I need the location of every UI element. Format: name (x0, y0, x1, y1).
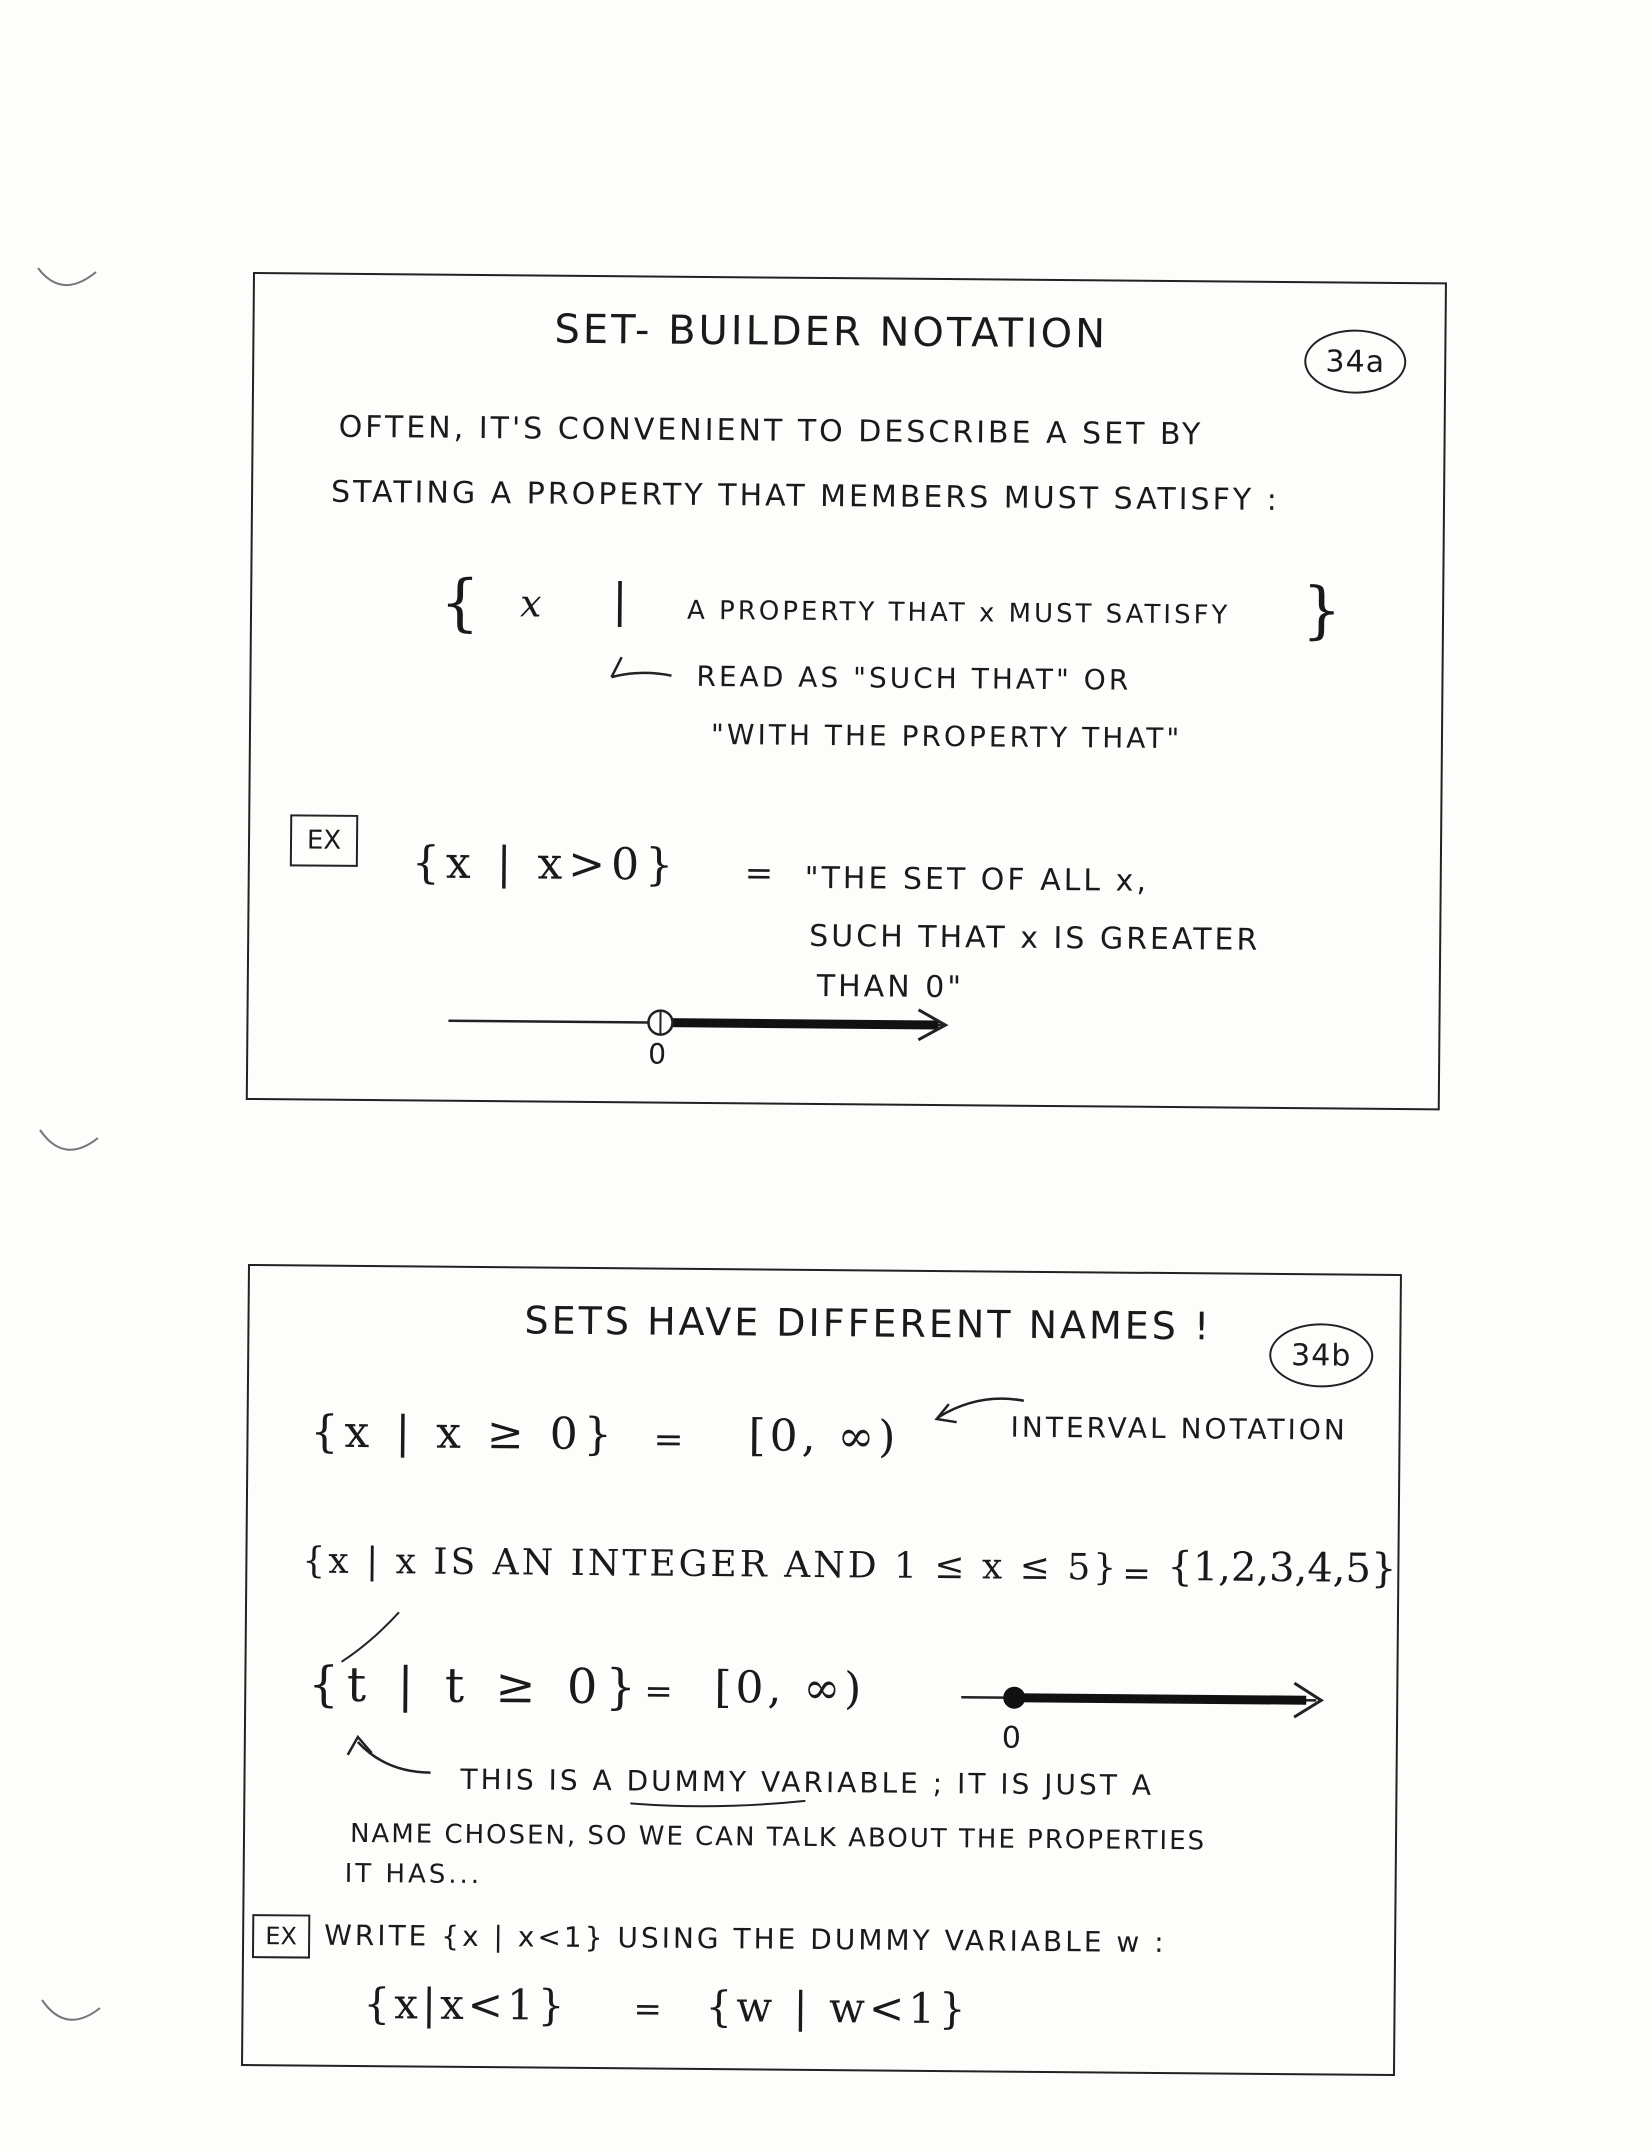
card-b-ex-label-text: EX (265, 1922, 298, 1951)
card-b-row3-equals: = (644, 1671, 673, 1712)
card-a-ex-set: {x | x>0} (411, 837, 680, 891)
card-a-ex-label-text: EX (306, 825, 342, 856)
card-b-row3-interval: [0, ∞) (714, 1662, 866, 1715)
card-34b (241, 1264, 1402, 2076)
card-a-ex-reading-line1: "THE SET OF ALL x, (804, 860, 1150, 899)
punch-hole-bottom (42, 2000, 100, 2020)
card-b-row1-note: INTERVAL NOTATION (1010, 1410, 1348, 1447)
punch-hole-middle (40, 1130, 98, 1150)
card-b-dummy-line1: THIS IS A DUMMY VARIABLE ; IT IS JUST A (460, 1762, 1155, 1802)
card-a-note-line2: "WITH THE PROPERTY THAT" (710, 718, 1183, 756)
card-b-dummy-line3: IT HAS... (344, 1858, 483, 1891)
card-a-notation-property: A PROPERTY THAT x MUST SATISFY (686, 595, 1231, 631)
card-a-page-number-text: 34a (1325, 343, 1386, 380)
card-b-closed-dot (1003, 1687, 1025, 1709)
card-a-title: SET- BUILDER NOTATION (554, 306, 1109, 358)
card-a-notation-bar: | (611, 573, 628, 628)
card-b-ex-prompt: WRITE {x | x<1} USING THE DUMMY VARIABLE w : (324, 1918, 1167, 1960)
card-a-ex-equals: = (744, 853, 774, 894)
card-b-row2-set: {x | x IS AN INTEGER AND 1 ≤ x ≤ 5} (302, 1540, 1120, 1589)
card-b-row1-equals: = (653, 1419, 684, 1461)
card-a-ex-reading-line3: THAN 0" (816, 968, 965, 1006)
card-b-row2-result: {1,2,3,4,5} (1167, 1544, 1397, 1593)
card-b-ex-answer-right: {w | w<1} (705, 1982, 970, 2034)
card-a-numberline-zero: 0 (648, 1037, 667, 1071)
card-b-row2-equals: = (1122, 1553, 1152, 1594)
punch-hole-top (38, 268, 96, 285)
card-b-dummy-line2: NAME CHOSEN, SO WE CAN TALK ABOUT THE PROPERTIES (349, 1818, 1207, 1857)
card-b-ex-label (252, 1914, 310, 1959)
card-b-row1-set: {x | x ≥ 0} (310, 1406, 618, 1461)
card-a-notation-variable: x (519, 581, 542, 626)
card-a-note-line1: READ AS "SUCH THAT" OR (696, 659, 1132, 697)
card-a-intro-line2: STATING A PROPERTY THAT MEMBERS MUST SATISFY : (330, 474, 1280, 518)
card-b-title: SETS HAVE DIFFERENT NAMES ! (524, 1298, 1213, 1349)
card-a-number-line (248, 274, 1445, 1108)
card-b-ex-answer-equals: = (633, 1989, 663, 2030)
card-b-row3-set: {t | t ≥ 0} (308, 1656, 645, 1716)
card-b-ex-answer-left: {x|x<1} (363, 1979, 569, 2030)
card-b-page-number-text: 34b (1290, 1337, 1352, 1374)
card-a-ex-reading-line2: SUCH THAT x IS GREATER (809, 918, 1261, 958)
card-a-notation-open-brace: { (439, 565, 480, 639)
card-a-notation-close-brace: } (1301, 573, 1342, 647)
card-b-row1-interval: [0, ∞) (748, 1410, 900, 1463)
card-34a (246, 272, 1447, 1110)
card-b-numberline-zero: 0 (1001, 1720, 1022, 1756)
card-a-intro-line1: OFTEN, IT'S CONVENIENT TO DESCRIBE A SET BY (338, 409, 1204, 453)
